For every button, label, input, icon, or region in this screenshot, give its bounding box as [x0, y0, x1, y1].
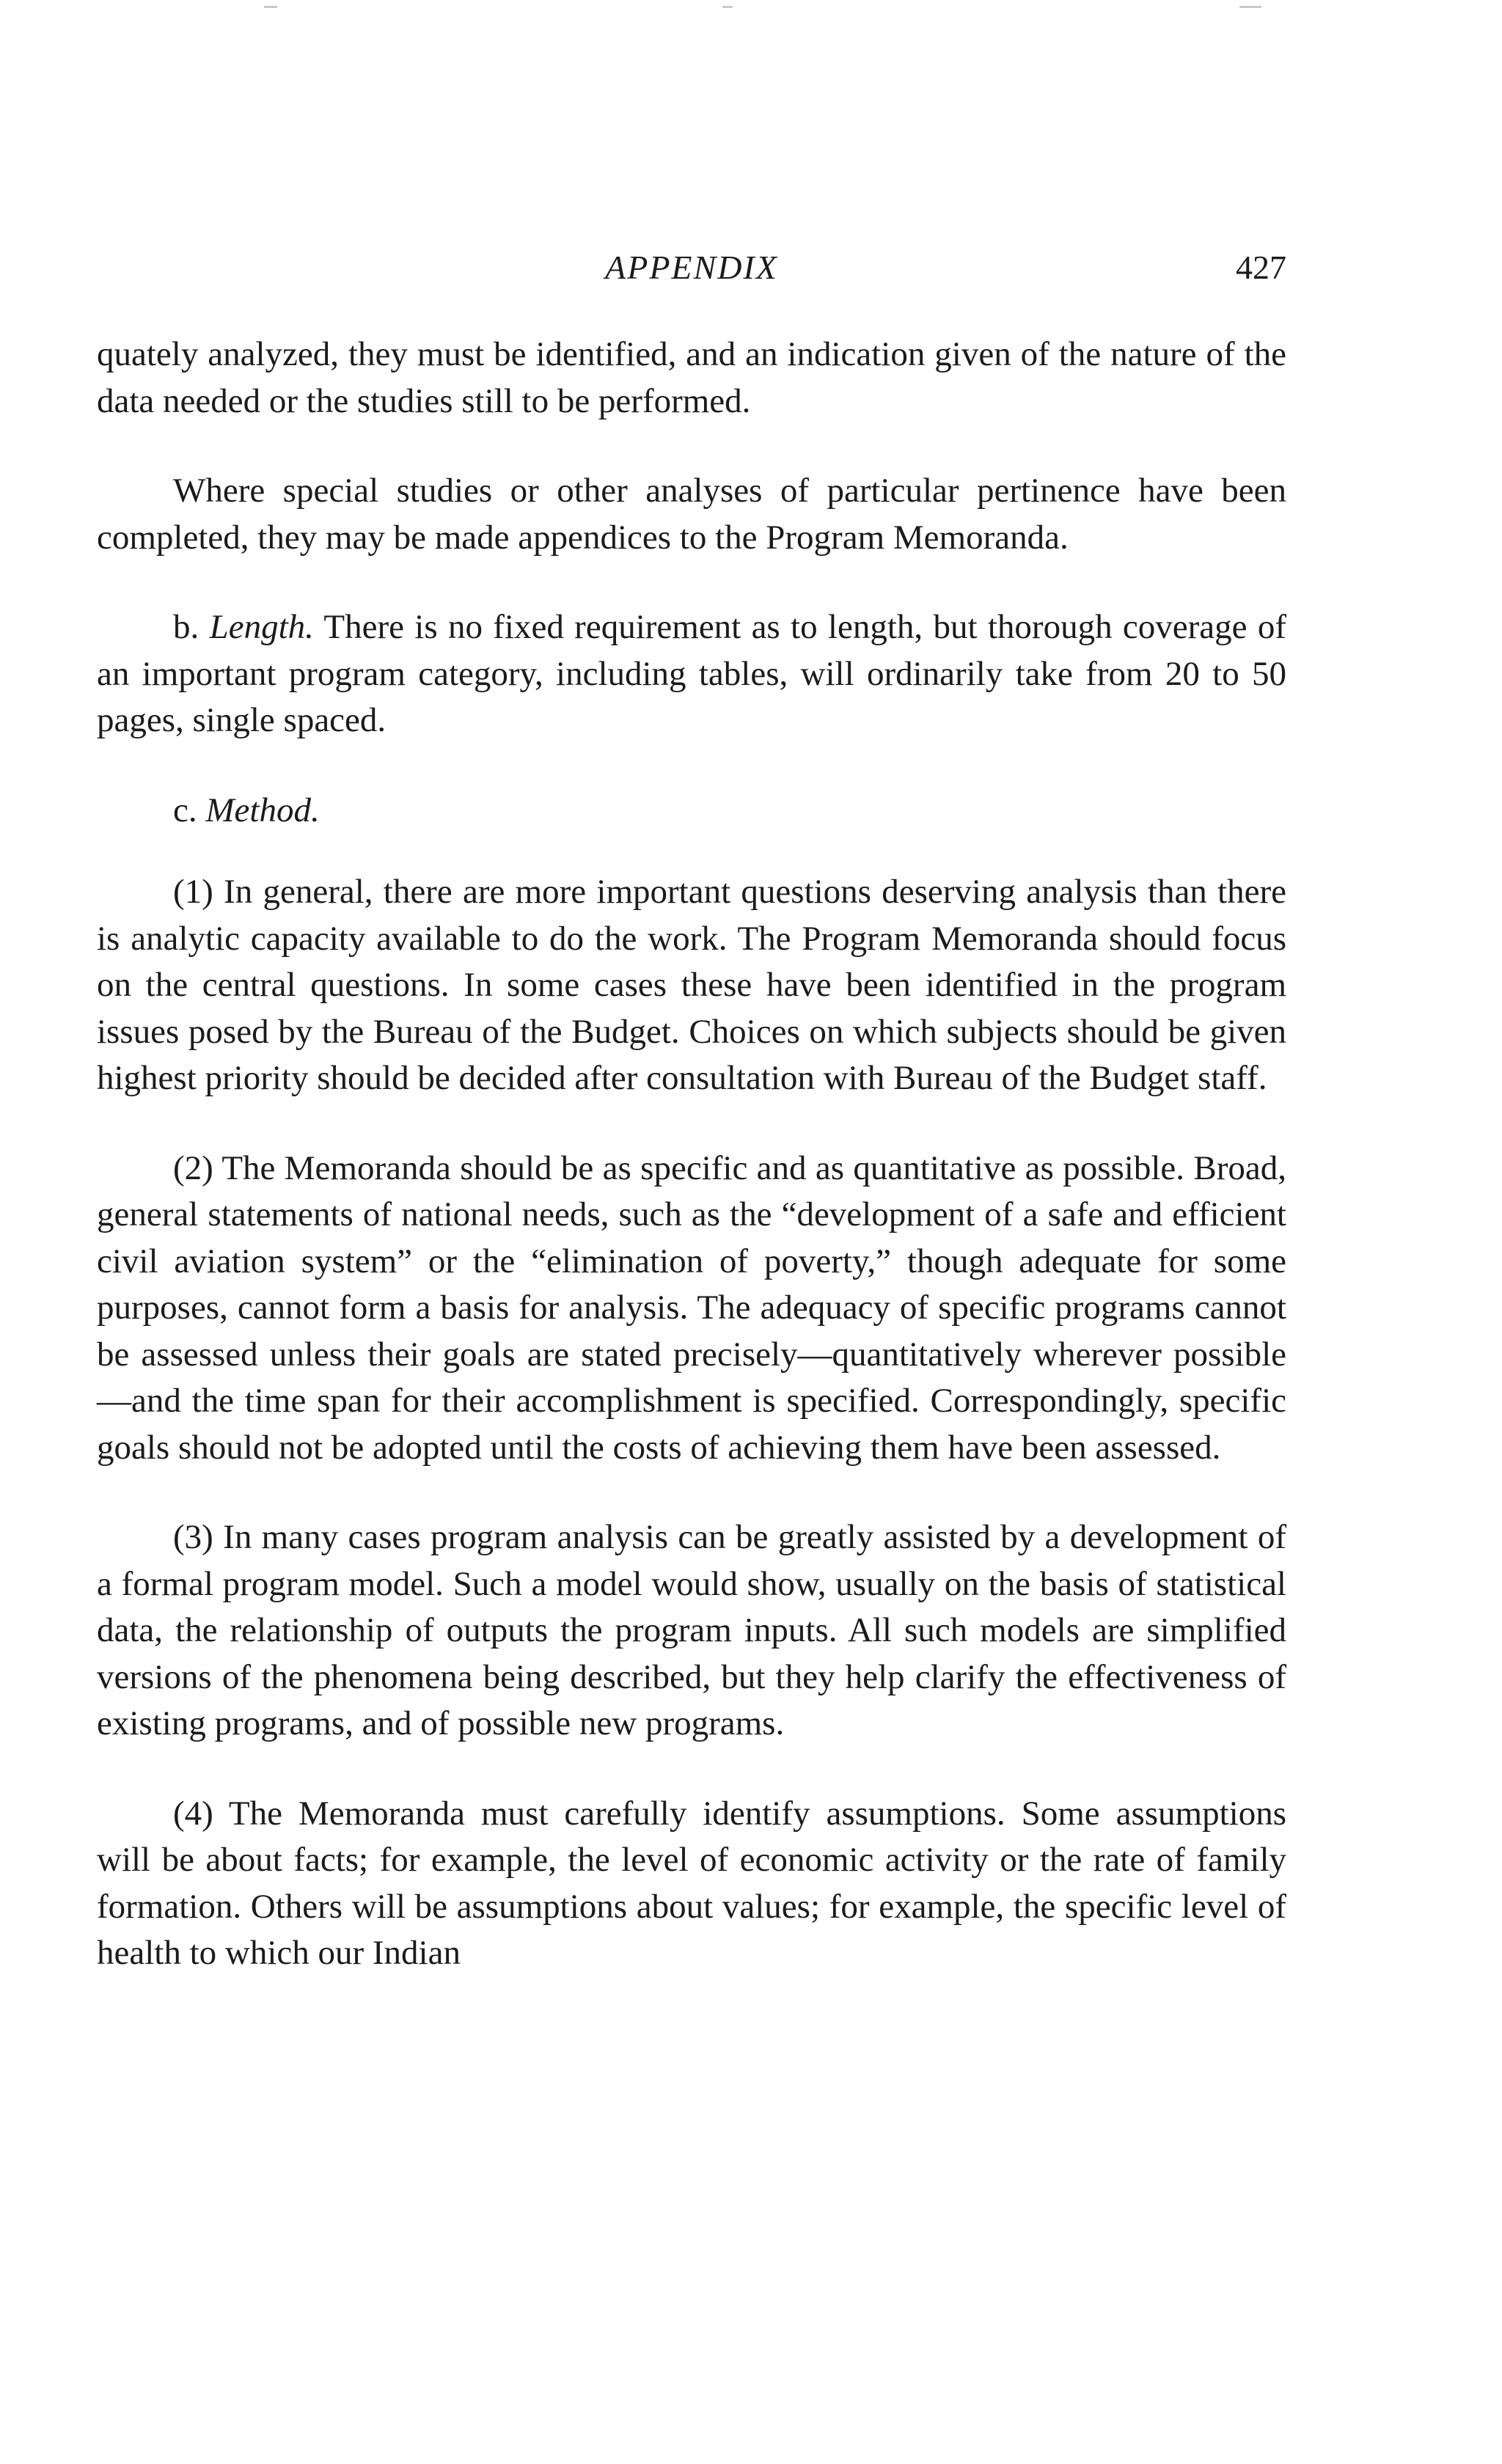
section-marker-c: c. — [173, 791, 206, 829]
paragraph-method-2: (2) The Memoranda should be as specific and as quantitative as possible. Broad, general statements of national needs, such as the “development of a safe and efficient civil aviation system” or the “elimination of poverty,” though adequate for some purposes, cannot form a basis for analysis. The adequacy of specific programs cannot be assessed unless their goals are stated precisely—quantitatively wherever possible—and the time span for their accomplishment is specified. Correspondingly, specific goals should not be adopted until the costs of achieving them have been assessed. — [97, 1148, 1286, 1467]
section-marker-b: b. — [173, 608, 210, 646]
paragraph-method-4: (4) The Memoranda must carefully identify assumptions. Some assumptions will be about facts; for example, the level of economic activity or the rate of family formation. Others will be assumptions about values; for example, the specific level of health to which our Indian — [97, 1794, 1286, 1972]
scan-artifact — [1239, 6, 1261, 8]
paragraph-special-studies: Where special studies or other analyses of particular pertinence have been completed, they may be made appendices to the Program Memoranda. — [97, 472, 1286, 557]
running-head: APPENDIX — [605, 249, 778, 286]
section-heading-length: Length. — [209, 608, 314, 646]
section-heading-method: Method. — [205, 791, 320, 829]
scan-artifact — [264, 6, 277, 8]
paragraph-method-1: (1) In general, there are more important questions deserving analysis than there is analytic capacity available to do the work. The Program Memoranda should focus on the central questions. In some cases these have been identified in the program issues posed by the Bureau of the Budget. Choices on which subjects should be given highest priority should be decided after consultation with Bureau of the Budget staff. — [97, 873, 1286, 1097]
paragraph-continuation: quately analyzed, they must be identified, and an indication given of the nature of the data needed or the studies still to be performed. — [97, 335, 1286, 420]
scan-artifact — [722, 6, 733, 8]
paragraph-length-text: There is no fixed requirement as to length, but thorough coverage of an important program category, including tables, will ordinarily take from 20 to 50 pages, single spaced. — [97, 608, 1286, 739]
body-text — [97, 331, 1286, 1977]
paragraph-length — [97, 604, 1286, 744]
page-number: 427 — [1236, 249, 1286, 286]
paragraph-method-heading — [97, 788, 1286, 835]
paragraph-method-3: (3) In many cases program analysis can be greatly assisted by a development of a formal program model. Such a model would show, usually on the basis of statistical data, the relationship of outputs the program inputs. All such models are simplified versions of the phenomena being described, but they help clarify the effectiveness of existing programs, and of possible new programs. — [97, 1518, 1286, 1742]
page-header — [97, 242, 1286, 293]
